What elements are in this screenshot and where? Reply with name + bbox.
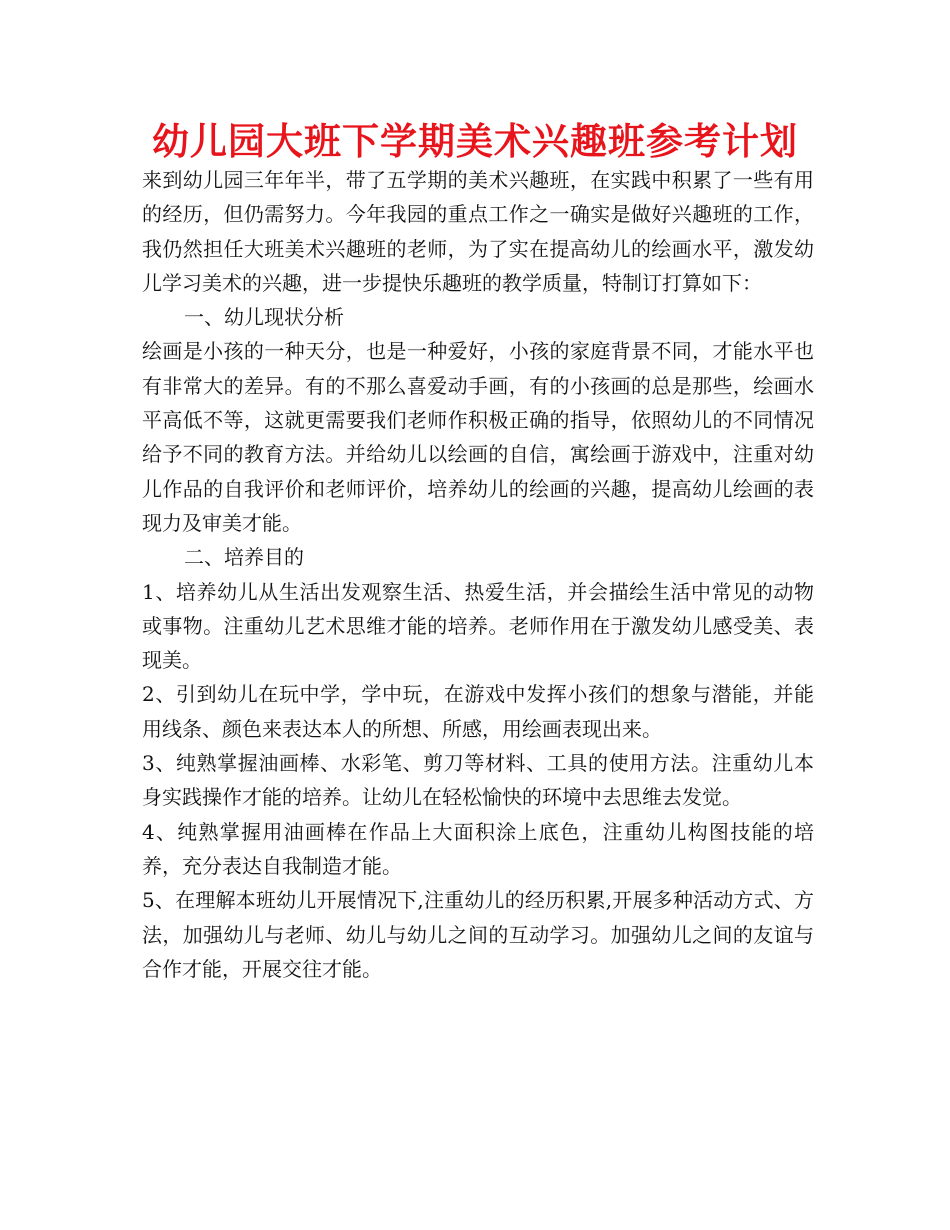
- status-analysis-paragraph: 绘画是小孩的一种天分，也是一种爱好，小孩的家庭背景不同，才能水平也有非常大的差异。有的不那么喜爱动手画，有的小孩画的总是那些，绘画水平高低不等，这就更需要我们老师作积极正确的指导，依照幼儿的不同情况给予不同的教育方法。并给幼儿以绘画的自信，寓绘画于游戏中，注重对幼儿作品的自我评价和老师评价，培养幼儿的绘画的兴趣，提高幼儿绘画的表现力及审美才能。: [142, 339, 814, 535]
- intro-paragraph: 来到幼儿园三年年半，带了五学期的美术兴趣班，在实践中积累了一些有用的经历，但仍需努力。今年我园的重点工作之一确实是做好兴趣班的工作，我仍然担任大班美术兴趣班的老师，为了实在提高幼儿的绘画水平，激发幼儿学习美术的兴趣，进一步提快乐趣班的教学质量，特制订打算如下：: [142, 168, 814, 295]
- section-heading-training-goals: 二、培养目的: [184, 545, 304, 570]
- goal-item-3: 3、纯熟掌握油画棒、水彩笔、剪刀等材料、工具的使用方法。注重幼儿本身实践操作才能的培养。让幼儿在轻松愉快的环境中去思维去发觉。: [142, 751, 814, 810]
- goal-item-4: 4、纯熟掌握用油画棒在作品上大面积涂上底色，注重幼儿构图技能的培养，充分表达自我制造才能。: [142, 819, 814, 878]
- document-title: 幼儿园大班下学期美术兴趣班参考计划: [152, 120, 798, 163]
- goal-item-5: 5、在理解本班幼儿开展情况下,注重幼儿的经历积累,开展多种活动方式、方法，加强幼儿与老师、幼儿与幼儿之间的互动学习。加强幼儿之间的友谊与合作才能，开展交往才能。: [142, 888, 814, 981]
- goal-item-1: 1、培养幼儿从生活出发观察生活、热爱生活，并会描绘生活中常见的动物或事物。注重幼儿艺术思维才能的培养。老师作用在于激发幼儿感受美、表现美。: [142, 579, 814, 673]
- document-body: [142, 163, 814, 986]
- goal-item-2: 2、引到幼儿在玩中学，学中玩，在游戏中发挥小孩们的想象与潜能，并能用线条、颜色来表达本人的所想、所感，用绘画表现出来。: [142, 682, 814, 741]
- section-heading-status-analysis: 一、幼儿现状分析: [184, 305, 344, 330]
